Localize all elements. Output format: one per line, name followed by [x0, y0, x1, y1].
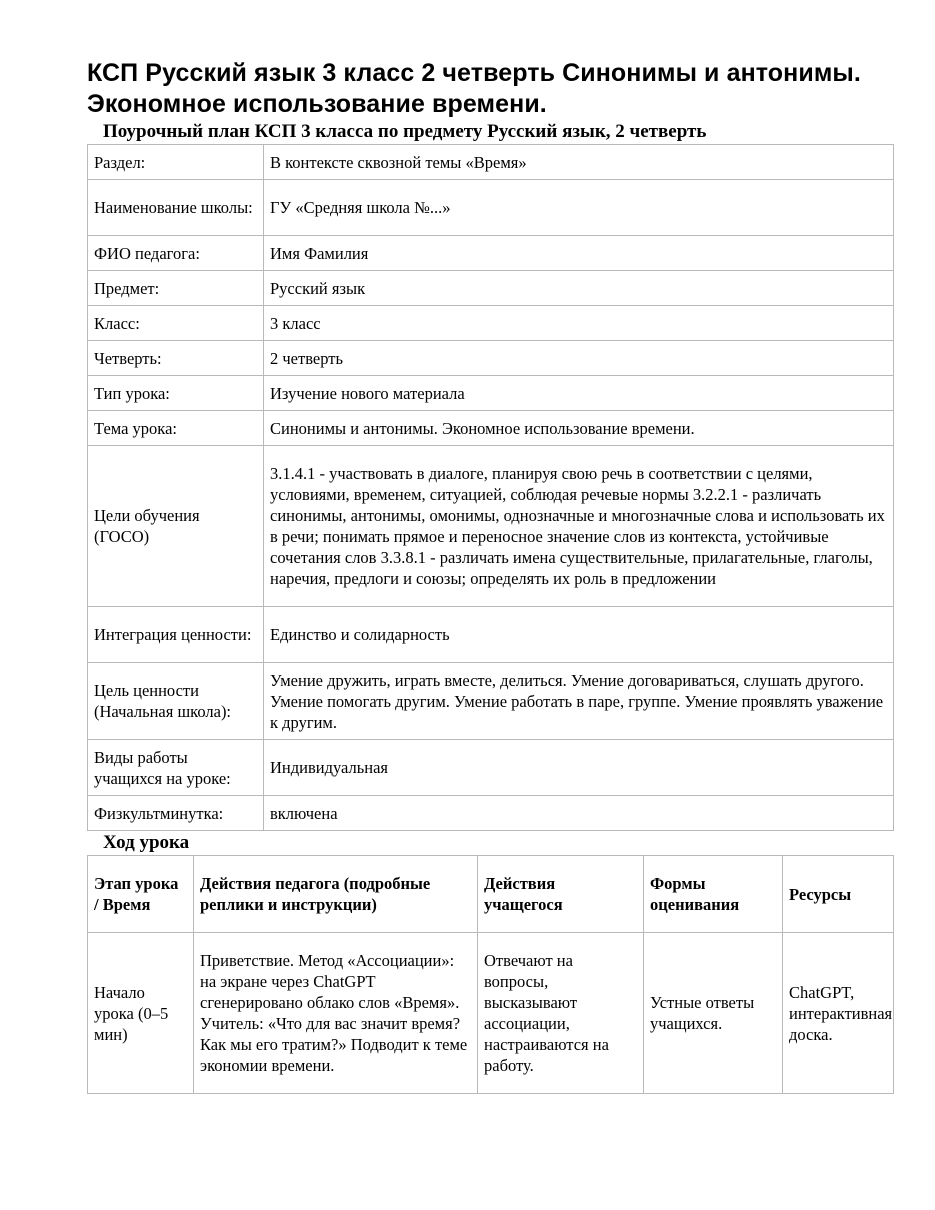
info-value: Единство и солидарность	[264, 607, 894, 663]
info-label: Раздел:	[88, 145, 264, 180]
info-row	[88, 376, 894, 411]
info-label: Физкультминутка:	[88, 796, 264, 831]
info-value: 3 класс	[264, 306, 894, 341]
info-label: Тема урока:	[88, 411, 264, 446]
info-row	[88, 411, 894, 446]
column-header-student-actions: Действия учащегося	[478, 856, 644, 933]
info-row	[88, 740, 894, 796]
info-value: Имя Фамилия	[264, 236, 894, 271]
info-label: Класс:	[88, 306, 264, 341]
course-heading: Ход урока	[103, 832, 190, 853]
info-value: Умение дружить, играть вместе, делиться. Умение договариваться, слушать другого. Умение помогать другим. Умение работать в паре, группе. Умение проявлять уважение к другим.	[264, 663, 894, 740]
cell-stage: Начало урока (0–5 мин)	[88, 933, 194, 1094]
info-label: Предмет:	[88, 271, 264, 306]
cell-teacher-actions: Приветствие. Метод «Ассоциации»: на экране через ChatGPT сгенерировано облако слов «Время». Учитель: «Что для вас значит время? Как мы его тратим?» Подводит к теме экономии времени.	[194, 933, 478, 1094]
cell-resources: ChatGPT, интерактивная доска.	[783, 933, 894, 1094]
table-row	[88, 933, 894, 1094]
info-row	[88, 236, 894, 271]
info-label: Цель ценности (Начальная школа):	[88, 663, 264, 740]
info-label: Интеграция ценности:	[88, 607, 264, 663]
cell-student-actions: Отвечают на вопросы, высказывают ассоциации, настраиваются на работу.	[478, 933, 644, 1094]
column-header-teacher-actions: Действия педагога (подробные реплики и инструкции)	[194, 856, 478, 933]
column-header-stage: Этап урока / Время	[88, 856, 194, 933]
lesson-course-table	[87, 855, 894, 1094]
table-header-row	[88, 856, 894, 933]
document-title: КСП Русский язык 3 класс 2 четверть Синонимы и антонимы. Экономное использование времени.	[87, 59, 861, 118]
info-label: Виды работы учащихся на уроке:	[88, 740, 264, 796]
info-value: В контексте сквозной темы «Время»	[264, 145, 894, 180]
cell-assessment: Устные ответы учащихся.	[644, 933, 783, 1094]
info-row	[88, 796, 894, 831]
info-row	[88, 446, 894, 607]
info-row	[88, 306, 894, 341]
info-label: ФИО педагога:	[88, 236, 264, 271]
info-row	[88, 341, 894, 376]
info-label: Тип урока:	[88, 376, 264, 411]
column-header-resources: Ресурсы	[783, 856, 894, 933]
info-row	[88, 145, 894, 180]
info-value: 3.1.4.1 - участвовать в диалоге, планируя свою речь в соответствии с целями, условиями, временем, ситуацией, соблюдая речевые нормы 3.2.2.1 - различать синонимы, антонимы, омонимы, однозначные и многозначные слова и использовать их в речи; понимать прямое и переносное значение слов из контекста, устойчивые сочетания слов 3.3.8.1 - различать имена существительные, прилагательные, глаголы, наречия, предлоги и союзы; определять их роль в предложении	[264, 446, 894, 607]
info-row	[88, 607, 894, 663]
plan-heading: Поурочный план КСП 3 класса по предмету Русский язык, 2 четверть	[103, 121, 707, 142]
column-header-assessment: Формы оценивания	[644, 856, 783, 933]
info-value: ГУ «Средняя школа №...»	[264, 180, 894, 236]
info-row	[88, 180, 894, 236]
lesson-info-table	[87, 144, 894, 831]
info-row	[88, 271, 894, 306]
info-value: 2 четверть	[264, 341, 894, 376]
info-value: Русский язык	[264, 271, 894, 306]
document-page	[87, 58, 893, 1094]
info-row	[88, 663, 894, 740]
info-value: Индивидуальная	[264, 740, 894, 796]
info-label: Четверть:	[88, 341, 264, 376]
info-value: включена	[264, 796, 894, 831]
info-label: Наименование школы:	[88, 180, 264, 236]
info-value: Синонимы и антонимы. Экономное использование времени.	[264, 411, 894, 446]
info-label: Цели обучения (ГОСО)	[88, 446, 264, 607]
info-value: Изучение нового материала	[264, 376, 894, 411]
